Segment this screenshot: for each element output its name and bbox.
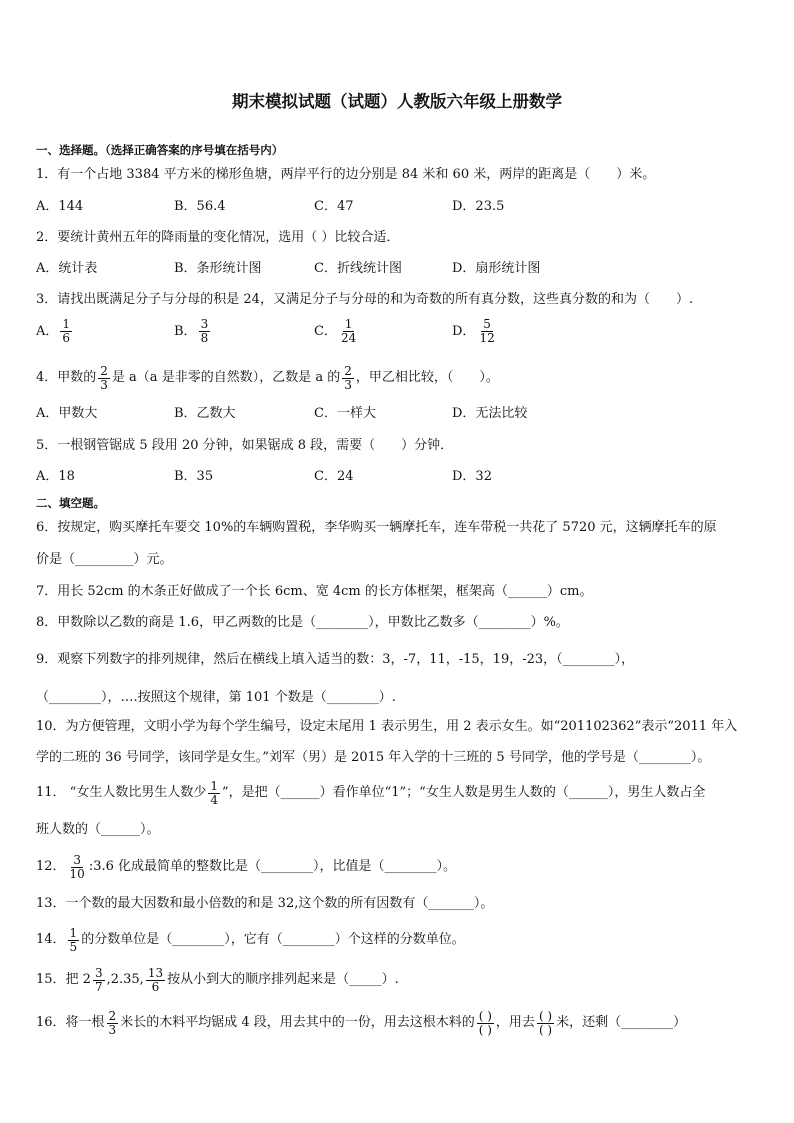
question-13: 13．一个数的最大因数和最小倍数的和是 32,这个数的所有因数有（_______）。: [36, 896, 494, 911]
question-3-stem: 3．请找出既满足分子与分母的积是 24，又满足分子与分母的和为奇数的所有真分数，这些真分数的和为（ ）.: [36, 292, 694, 307]
numerator: 5: [483, 317, 491, 331]
fraction: [93, 967, 105, 994]
denominator: 3: [344, 377, 352, 392]
question-4-stem: [36, 361, 764, 395]
question-5-stem: 5．一根钢管锯成 5 段用 20 分钟，如果锯成 8 段，需要（ ）分钟．: [36, 438, 454, 453]
option-c[interactable]: C．24: [314, 469, 354, 484]
option-c[interactable]: [314, 318, 360, 345]
text-segment: ,2.35,: [106, 972, 144, 987]
text-segment: 4．甲数的: [36, 370, 97, 385]
question-1-stem: 1．有一个占地 3384 平方米的梯形鱼塘，两岸平行的边分别是 84 米和 60 米，两岸的距离是（ ）米。: [36, 167, 656, 182]
fraction: [60, 318, 72, 345]
option-d[interactable]: D．扇形统计图: [452, 261, 541, 276]
fraction: [339, 318, 358, 345]
numerator: 1: [210, 778, 218, 793]
question-10-line-1: 10．为方便管理，文明小学为每个学生编号，设定末尾用 1 表示男生，用 2 表示女生。如“201102362”表示“2011 年入: [36, 719, 738, 734]
denominator: 7: [94, 979, 103, 994]
denominator: 6: [62, 331, 71, 345]
fraction: [107, 1010, 119, 1037]
question-2-stem: 2．要统计黄州五年的降雨量的变化情况，选用（ ）比较合适．: [36, 230, 400, 245]
denominator: 5: [69, 939, 78, 954]
denominator: 4: [210, 792, 218, 807]
numerator: 13: [147, 965, 164, 980]
question-11-line-2: 班人数的（______）。: [36, 822, 160, 837]
denominator: 6: [151, 979, 160, 994]
section-heading-choice: 一、选择题。（选择正确答案的序号填在括号内）: [36, 143, 284, 157]
option-a[interactable]: [36, 318, 74, 345]
option-label: D．: [452, 323, 476, 339]
text-segment: 的分数单位是（________），它有（________）个这样的分数单位。: [81, 932, 465, 947]
numerator: 3: [94, 965, 103, 980]
fraction: [68, 927, 80, 954]
option-d[interactable]: D．23.5: [452, 199, 505, 214]
page-title: 期末模拟试题（试题）人教版六年级上册数学: [232, 92, 562, 111]
option-c[interactable]: C．一样大: [314, 406, 376, 421]
question-16: [36, 1005, 764, 1041]
text-segment: 12．: [36, 859, 66, 874]
denominator: 24: [340, 331, 357, 345]
blank-fraction[interactable]: [477, 1010, 494, 1037]
fraction: [342, 365, 354, 392]
text-segment: ，用去: [495, 1015, 535, 1030]
fraction: [477, 318, 496, 345]
fraction: [199, 318, 211, 345]
question-3-options: [36, 318, 764, 354]
fraction: [146, 967, 165, 994]
text-segment: ，甲乙相比较，（ ）。: [355, 370, 499, 385]
option-a[interactable]: A．18: [36, 469, 75, 484]
text-segment: 14．: [36, 932, 66, 947]
question-10-line-2: 学的二班的 36 号同学，该同学是女生。”刘军（男）是 2015 年入学的十三班的 5 号同学，他的学号是（________）。: [36, 750, 711, 765]
blank-fraction[interactable]: [537, 1010, 554, 1037]
denominator: 12: [479, 331, 495, 345]
option-label: B．: [174, 323, 197, 339]
option-b[interactable]: [174, 318, 212, 345]
question-6-line-1: 6．按规定，购买摩托车要交 10%的车辆购置税，李华购买一辆摩托车，连车带税一共花了 5720 元，这辆摩托车的原: [36, 520, 717, 535]
option-b[interactable]: B．35: [174, 469, 214, 484]
numerator: ( ): [478, 1008, 492, 1023]
numerator: 1: [62, 317, 71, 331]
option-d[interactable]: D．32: [452, 469, 492, 484]
numerator: ( ): [538, 1008, 553, 1023]
text-segment: 11． “女生人数比男生人数少: [36, 785, 207, 800]
numerator: 2: [108, 1008, 117, 1023]
numerator: 1: [344, 317, 353, 331]
text-segment: :3.6 化成最简单的整数比是（________），比值是（________）。: [88, 859, 457, 874]
question-14: [36, 923, 764, 957]
fraction: [68, 854, 87, 881]
text-segment: 米，还剩（________）: [556, 1015, 687, 1030]
option-a[interactable]: A．统计表: [36, 261, 98, 276]
question-11-line-1: [36, 776, 764, 810]
denominator: ( ): [478, 1022, 492, 1037]
question-8: 8．甲数除以乙数的商是 1.6，甲乙两数的比是（________），甲数比乙数多（________）%。: [36, 615, 569, 630]
denominator: ( ): [538, 1022, 553, 1037]
question-15: [36, 962, 764, 998]
option-a[interactable]: A．144: [36, 199, 84, 214]
fraction: [98, 365, 110, 392]
text-segment: 是 a（a 是非零的自然数），乙数是 a 的: [111, 370, 341, 385]
option-c[interactable]: C．折线统计图: [314, 261, 402, 276]
fraction: [208, 780, 220, 807]
denominator: 10: [69, 866, 85, 881]
question-6-line-2: 价是（_________）元。: [36, 552, 173, 567]
option-b[interactable]: B．56.4: [174, 199, 226, 214]
denominator: 8: [200, 331, 209, 345]
question-7: 7．用长 52cm 的木条正好做成了一个长 6cm、宽 4cm 的长方体框架，框架高（______）cm。: [36, 584, 593, 599]
option-label: C．: [314, 323, 337, 339]
question-9-line-2: （________），….按照这个规律，第 101 个数是（________）.: [36, 690, 396, 705]
question-9-line-1: 9．观察下列数字的排列规律，然后在横线上填入适当的数：3，-7，11，-15，19，-23，（________），: [36, 652, 635, 667]
question-12: [36, 850, 764, 884]
option-c[interactable]: C．47: [314, 199, 354, 214]
numerator: 2: [344, 363, 352, 378]
denominator: 3: [108, 1022, 117, 1037]
option-b[interactable]: B．乙数大: [174, 406, 236, 421]
numerator: 3: [200, 317, 209, 331]
option-b[interactable]: B．条形统计图: [174, 261, 262, 276]
denominator: 3: [100, 377, 108, 392]
text-segment: 米长的木料平均锯成 4 段，用去其中的一份，用去这根木料的: [120, 1015, 475, 1030]
numerator: 1: [69, 925, 78, 940]
text-segment: 按从小到大的顺序排列起来是（_____）.: [167, 972, 399, 987]
numerator: 2: [100, 363, 108, 378]
text-segment: 16．将一根: [36, 1015, 105, 1030]
option-a[interactable]: A．甲数大: [36, 406, 98, 421]
section-heading-fill: 二、填空题。: [36, 496, 105, 510]
text-segment: ”，是把（______）看作单位“1”；“女生人数是男生人数的（______），男生人数占全: [221, 785, 706, 800]
option-label: A．: [36, 323, 59, 339]
text-segment: 15．把 2: [36, 972, 91, 987]
option-d[interactable]: [452, 318, 499, 345]
numerator: 3: [73, 852, 81, 867]
option-d[interactable]: D．无法比较: [452, 406, 528, 421]
